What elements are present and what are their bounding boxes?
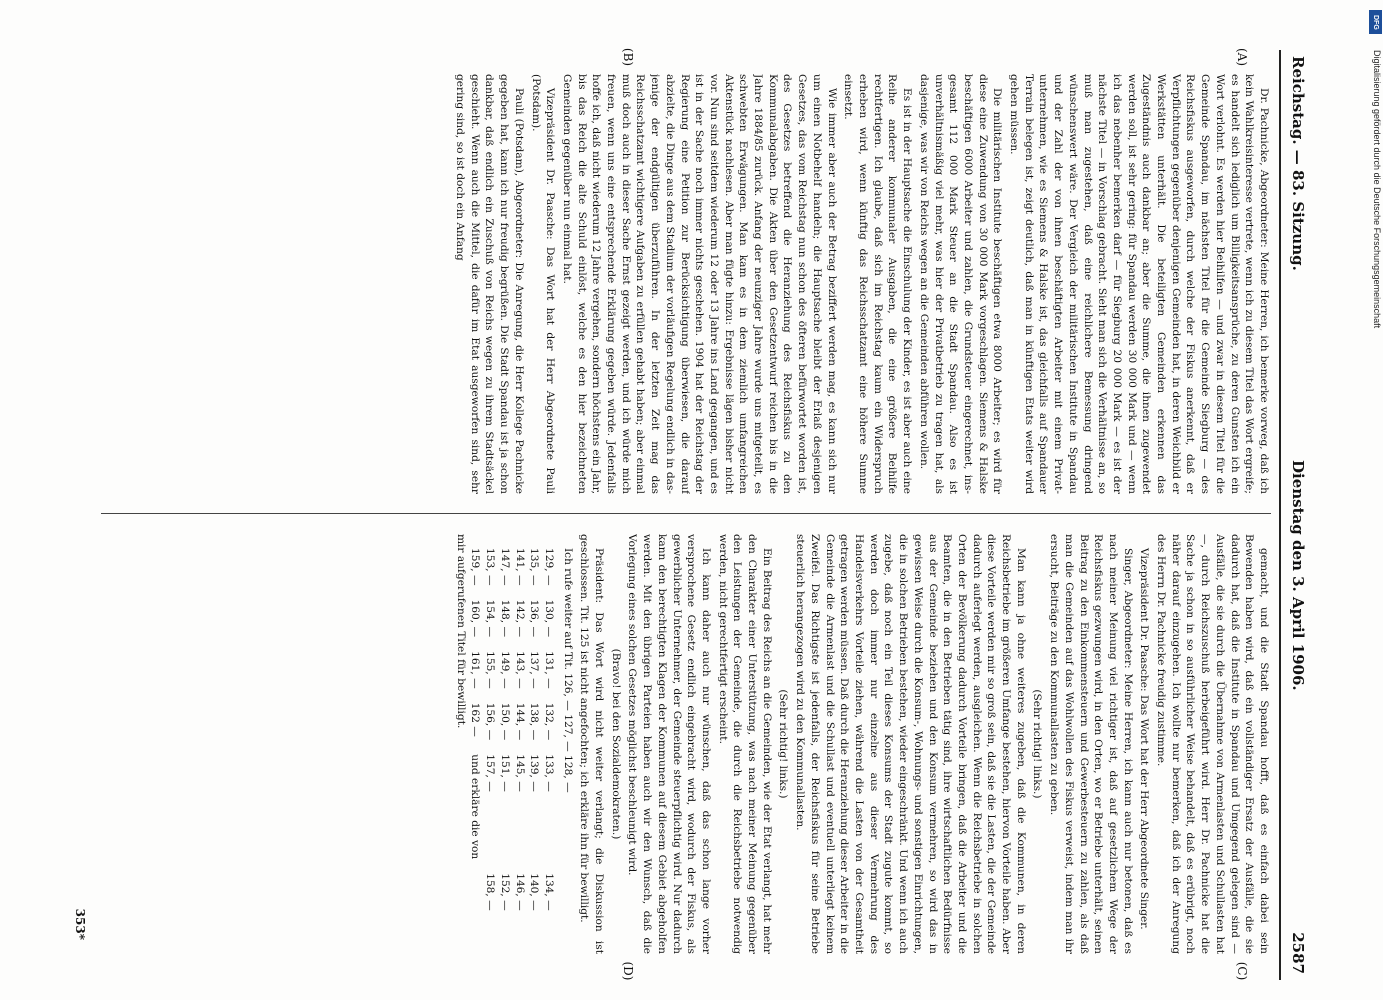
dfg-logo: DFG [1369, 10, 1382, 34]
digitization-credit [1368, 10, 1382, 990]
paragraph: Ich rufe weiter auf Tit. 126, — 127, — 128, — [561, 548, 574, 793]
header-date: Dienstag den 3. April 1906. [1289, 460, 1307, 691]
title-list-cell: 159, — [469, 548, 482, 586]
title-list-cell: 143, — [513, 651, 526, 689]
title-list-cell: 136, — [528, 599, 541, 638]
column-separator [101, 513, 1271, 514]
title-list-cell: 129, — [542, 548, 555, 586]
interjection: (Bravo! bei den Sozialdemokraten.) [609, 648, 622, 840]
running-header [1281, 50, 1315, 980]
title-list-cell: 138, — [528, 702, 541, 741]
title-list-row [512, 548, 527, 925]
signature-mark: 353* [73, 908, 87, 940]
header-page-number: 2587 [1289, 932, 1307, 974]
right-column [101, 534, 1271, 954]
title-list-cell: 146, — [513, 873, 526, 911]
title-list-cell: 144, — [513, 702, 526, 741]
title-list-cell: 157, — [484, 754, 497, 792]
title-list-cell: 133, — [542, 754, 555, 792]
title-list-cell: 161, — [469, 651, 482, 689]
paragraph: Die militärischen Institute beschäftigen etwa 8000 Arbeiter; es wird für diese eine Zuwendung von 30 000 Mark vorgeschlagen. Siemens & Halske beschäftigen 6000 Arbeiter und zahlen, die Grundsteuer eingerechnet, insgesamt 112 000 Mark Steuer an die Stadt Spandau. Also es ist unverhältnismäßig viel mehr, was hier der Privatbetrieb zu tragen hat, als dasjenige, was wir von Reichs wegen an die Gemeinden abführen wollen. [917, 74, 1004, 494]
title-list-cell: und erkläre die von [469, 754, 482, 860]
interjection: (Sehr richtig! links.) [1031, 689, 1044, 799]
paragraph: Pauli (Potsdam), Abgeordneter: Die Anregung, die Herr Kollege Pachnicke gegeben hat, kann ich nur freudig begrüßen. Die Stadt Spandau ist ja schon dankbar, daß endlich ein Zuschuß von Reichs wegen zu ihrem Stadtsäckel geschieht. Wenn auch die Mittel, die dafür im Etat ausgeworfen sind, sehr gering sind, so ist doch ein Anfang [454, 74, 525, 494]
closing-line: mir aufgerufenen Titel für bewilligt. [454, 534, 467, 729]
title-list-cell: 152, — [498, 873, 511, 911]
title-list-cell: 134, — [542, 873, 555, 911]
title-list-cell: 155, — [484, 651, 497, 689]
title-list [468, 548, 556, 925]
title-list-cell: 132, — [542, 702, 555, 741]
credit-text: Digitalisierung gefördert durch die Deutsche Forschungsgemeinschaft [1372, 50, 1382, 329]
left-column [101, 74, 1271, 494]
title-list-row [527, 548, 542, 925]
paragraph: Ein Beitrag des Reichs an die Gemeinden, wie der Etat verlangt, hat mehr den Charakter einer Unterstützung, was nach meiner Meinung gegenüber den Leistungen der Gemeinde, die durch die Reichsbetriebe notwendig werden, nicht gerechtfertigt erscheint. [716, 534, 773, 954]
title-list-cell: 160, — [469, 599, 482, 638]
title-list-cell: 162 — [469, 702, 482, 737]
title-list-cell: 141, — [513, 548, 526, 586]
title-list-row [497, 548, 512, 925]
paragraph: Dr. Pachnicke, Abgeordneter: Meine Herren, ich bemerke vorweg, daß ich kein Wahlkreisinteresse vertrete, wenn ich zu diesem Titel das Wort ergreife; es handelt sich lediglich um Billigkeitsansprüche, zu deren Gunsten ich ein Wort verlohnt. Es werden hier Beihilfen — und zwar in diesem Titel für die Gemeinde Spandau, im nächsten Titel für die Gemeinde Siegburg — des Reichsfiskus ausgeworfen, durch welche der Fiskus anerkennt, daß er Verpflichtungen gegenüber denjenigen Gemeinden hat, in deren Weichbild er Werkstätten unterhält. Die beteiligten Gemeinden erkennen das Zugeständnis auch dankbar an; aber die Summe, die ihnen zugewendet werden soll, ist sehr gering: für Spandau werden 30 000 Mark und — wenn ich das nebenher bemerken darf — für Siegburg 20 000 Mark — es ist der nächste Titel — in Vorschlag gebracht. Sieht man sich die Verhältnisse an, so muß man zugestehen, daß eine reichlichere Bemessung dringend wünschenswert wäre. Der Vergleich der militärischen Institute in Spandau und der Zahl der von ihnen beschäftigten Arbeiter mit einem Privatunternehmen, wie es Siemens & Halske ist, das gleichfalls auf Spandauer Terrain belegen ist, zeigt deutlich, daß man in künftigen Etats weiter wird gehen müssen. [1008, 74, 1270, 494]
margin-letter-a: (A) [1235, 47, 1249, 67]
title-list-cell: 130, — [542, 599, 555, 638]
title-list-row [541, 548, 556, 925]
rotated-print-area [55, 47, 1315, 981]
title-list-cell: 137, — [528, 651, 541, 689]
paragraph: Ich kann daher auch nur wünschen, daß das schon lange vorher versprochene Gesetz endlich eingebracht wird, wodurch der Fiskus, als gewerblicher Unternehmer, der Gemeinde steuerpflichtig wird. Nur dadurch kann den berechtigten Klagen der Kommunen auf diesem Gebiet abgeholfen werden. Mit den übrigen Parteien haben auch wir den Wunsch, daß die Vorlegung eines solchen Gesetzes möglichst beschleunigt wird. [626, 534, 712, 954]
margin-letter-d: (D) [621, 961, 635, 981]
margin-letter-b: (B) [621, 47, 635, 67]
header-rule [1279, 50, 1281, 980]
title-list-cell: 140, — [528, 873, 541, 911]
interjection: (Sehr richtig! links.) [777, 689, 790, 799]
title-list-cell: 131, — [542, 651, 555, 689]
title-list-cell: 153, — [484, 548, 497, 586]
title-list-cell: 139, — [528, 754, 541, 792]
title-list-cell: 156, — [484, 702, 497, 741]
title-list-cell: 148, — [498, 599, 511, 638]
title-list-cell: 142, — [513, 599, 526, 638]
paragraph: Vizepräsident Dr. Paasche: Das Wort hat der Herr Abgeordnete Singer. [1138, 548, 1151, 930]
title-list-cell: 149, — [498, 651, 511, 689]
header-session: Reichstag. — 83. Sitzung. [1289, 56, 1307, 271]
title-list-cell: 135, — [528, 548, 541, 586]
margin-letter-c: (C) [1235, 961, 1249, 981]
title-list-cell [468, 873, 483, 925]
paragraph: Wie immer aber auch der Betrag beziffert werden mag, es kann sich nur um einen Notbehelf handeln; die Hauptsache bleibt der Erlaß desjenigen Gesetzes, das vom Reichstag nun schon des öfteren befürwortet worden ist, des Gesetzes betreffend die Heranziehung des Reichsfiskus zu den Kommunalabgaben. Die Akten über den Gesetzentwurf reichen bis in die Jahre 1884/85 zurück. Anfang der neunziger Jahre wurde uns mitgeteilt, es schwebten Erwägungen. Man kam es in dem ziemlich umfangreichen Aktenstück nachlesen. Aber man fügte hinzu: Ergebnisse lägen bisher nicht vor. Nun sind seitdem wiederum 12 oder 13 Jahre ins Land gegangen, und es ist in der Sache noch immer nichts geschehen. 1904 hat der Reichstag der Regierung eine Petition zur Berücksichtigung überwiesen, die darauf abzielte, die Dinge aus dem Stadium der vorläufigen Regelung endlich in dasjenige der endgültigen überzuführen. In der letzten Zeit mag das Reichsschatzamt wichtigere Aufgaben zu erfüllen gehabt haben; aber einmal muß doch auch in dieser Sache Ernst gezeigt werden, und ich würde mich freuen, wenn uns eine entsprechende Erklärung gegeben würde. Jedenfalls hoffe ich, daß nicht wiederum 12 Jahre vergehen, sondern höchstens ein Jahr, bis das Reich die alte Schuld einlöst, welche es den hier bezeichneten Gemeinden gegenüber nun einmal hat. [560, 74, 838, 494]
title-list-cell: 147, — [498, 548, 511, 586]
title-list-cell: 158, — [484, 873, 497, 911]
title-list-row [482, 548, 497, 925]
title-list-cell: 151, — [498, 754, 511, 792]
paragraph: gemacht, und die Stadt Spandau hofft, daß es einfach dabei sein Bewenden haben wird, daß ein vollständiger Ersatz der Ausfälle, die sie dadurch hat, daß die Institute in Spandau und Umgegend gelegen sind — Ausfälle, die sie durch die Übernahme von Armenlasten und Schullasten hat —, durch Reichszuschuß herbeigeführt wird. Herr Dr. Pachnicke hat die Sache ja schon in so ausführlicher Weise behandelt, daß es erübrigt, noch näher darauf einzugehen. Ich wollte nur bemerken, daß ich der Anregung des Herrn Dr. Pachnicke freudig zustimme. [1155, 534, 1270, 954]
paragraph: Vizepräsident Dr. Paasche: Das Wort hat der Herr Abgeordnete Pauli (Potsdam). [529, 74, 557, 494]
paragraph: Es ist in der Hauptsache die Einschulung der Kinder, es ist aber auch eine Reihe anderer kommunaler Ausgaben, die eine größere Beihilfe rechtfertigen. Ich glaube, daß sich im Reichstag kaum ein Widerspruch erheben wird, wenn künftig das Reichsschatzamt eine höhere Summe einsetzt. [842, 74, 914, 494]
title-list-cell: 145, — [513, 754, 526, 792]
title-list-row [468, 548, 483, 925]
paragraph: Präsident: Das Wort wird nicht weiter verlangt; die Diskussion ist geschlossen. Tit. 125 ist nicht angefochten; ich erkläre ihn für bewilligt. [578, 534, 606, 954]
paragraph: Man kann ja ohne weiteres zugeben, daß die Kommunen, in deren Reichsbetriebe im größeren Umfange bestehen, hiervon Vorteile haben. Aber diese Vorteile werden mir so groß sein, daß sie die Lasten, die der Gemeinde dadurch auferlegt werden, ausgleichen. Wenn die Reichsbetriebe in solchen Orten der Bevölkerung dadurch Vorteile bringen, daß die Arbeiter und die Beamten, die in den Betrieben tätig sind, ihre wirtschaftlichen Bedürfnisse aus der Gemeinde beziehen und den Konsum vermehren, so wird das in gewissen Weise durch die Konsum-, Wohnungs- und sonstigen Einrichtungen, die in solchen Betrieben bestehen, wieder eingeschränkt. Und wenn ich auch zugebe, daß noch ein Teil dieses Konsums der Stadt zugute kommt, so werden doch immer nur einzelne aus dieser Vermehrung des Handelsverkehrs Vorteile ziehen, während die Lasten von der Gesamtheit getragen werden müssen. Daß durch die Heranziehung dieser Arbeiter in die Gemeinde die Armenlast und die Schullast und eventuell unterliegt keinem Zweifel. Das Richtigste ist jedenfalls, der Reichsfiskus für seine Betriebe steuerlich herangezogen wird zu den Kommunallasten. [794, 534, 1027, 954]
title-list-cell: 154, — [484, 599, 497, 638]
paragraph: Singer, Abgeordneter: Meine Herren, ich kann auch nur betonen, daß es nach meiner Meinung viel richtiger ist, daß auf gesetzlichem Wege der Reichsfiskus gezwungen wird, in den Orten, wo er Betriebe unterhält, seinen Beitrag zu den Einkommensteuern und Gewerbesteuern zu zahlen, als daß man die Gemeinden auf das Wohlwollen des Fiskus verweist, indem man ihr ersucht, Beiträge zu den Kommunallasten zu geben. [1048, 534, 1134, 954]
title-list-cell: 150, — [498, 702, 511, 741]
